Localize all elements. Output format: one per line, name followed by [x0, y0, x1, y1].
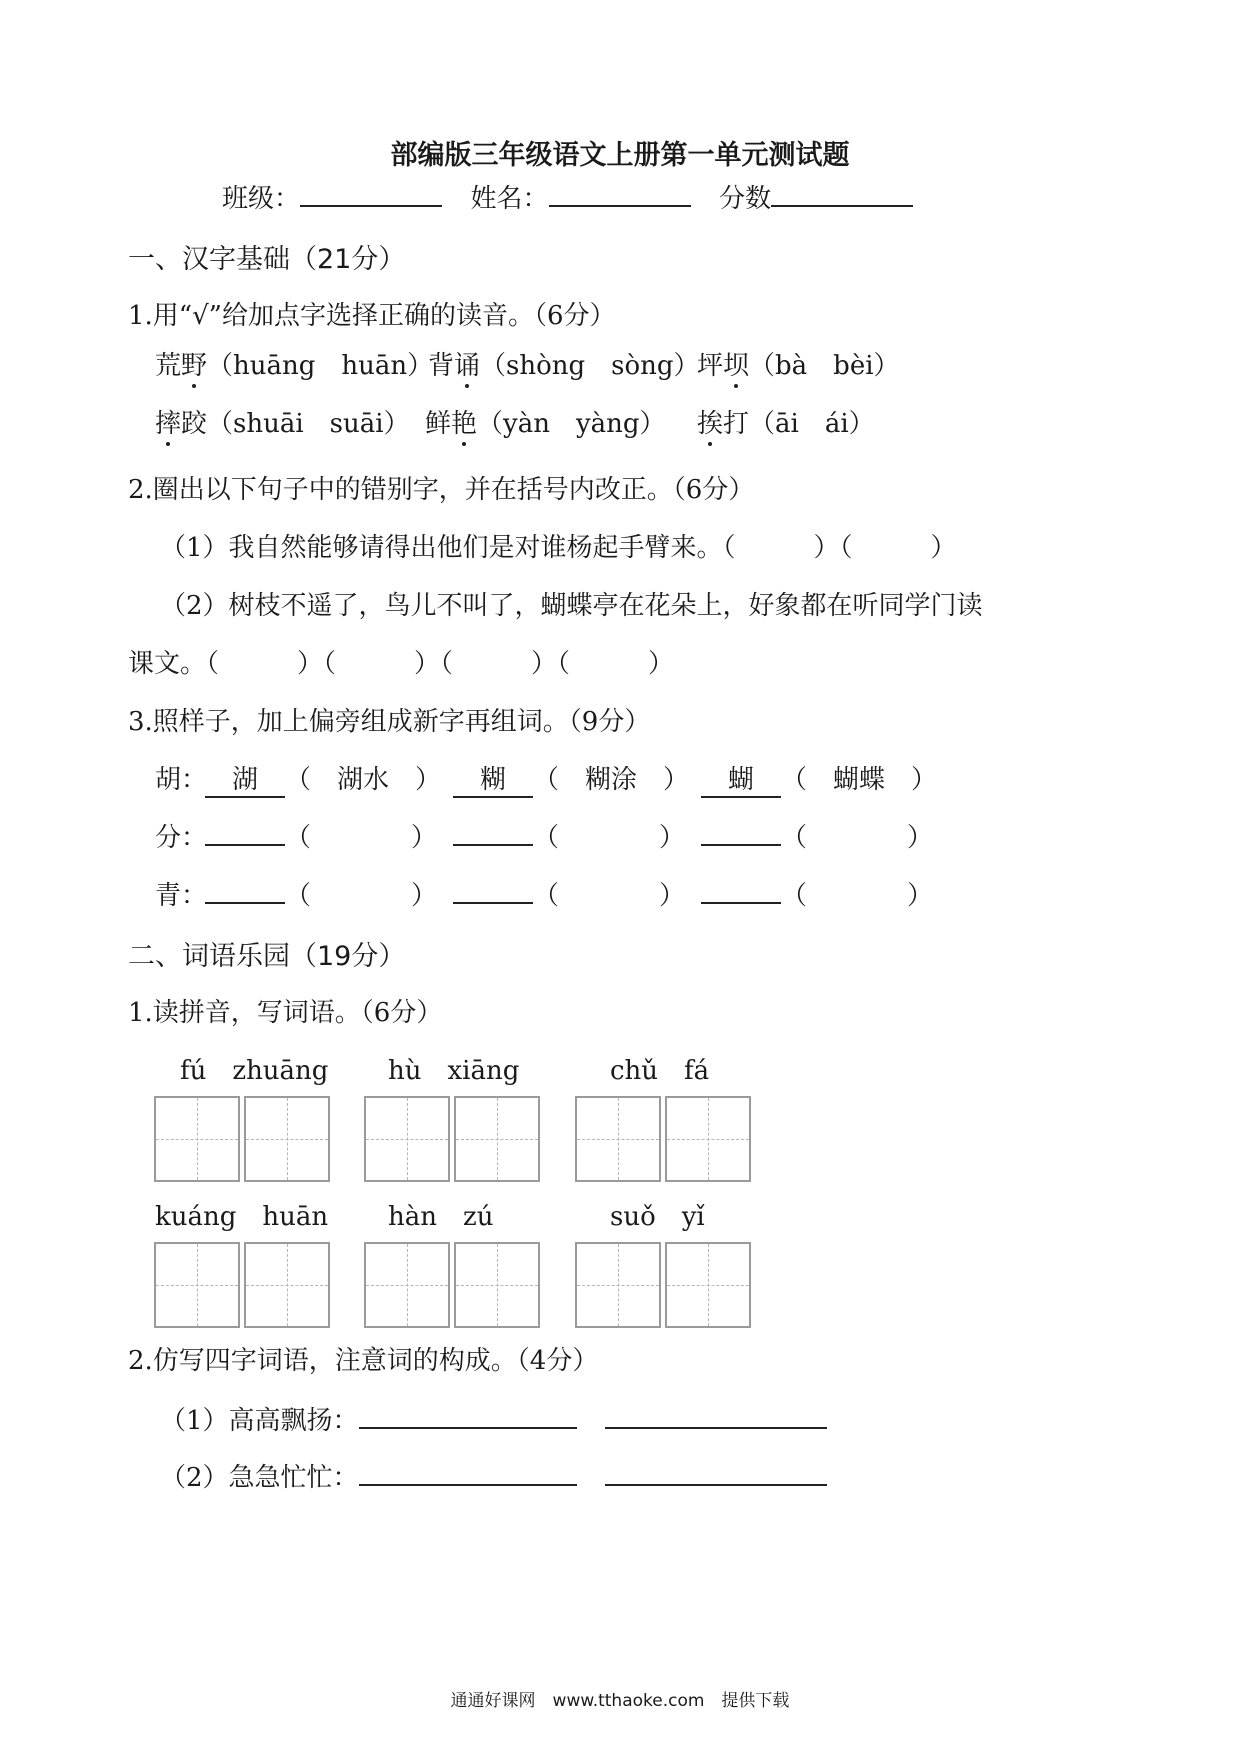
s2-q2-item: （2）急急忙忙： — [160, 1457, 827, 1494]
s1-q1-item: 坪坝（bà bèi） — [697, 345, 900, 382]
q3-word: 蝴蝶 — [833, 765, 886, 795]
pinyin-label: kuáng huān — [155, 1202, 329, 1232]
q3-char: 蝴 — [701, 759, 781, 798]
pinyin-label: fú zhuāng — [180, 1056, 329, 1086]
s1-q2-prompt: 2.圈出以下句子中的错别字，并在括号内改正。（6分） — [128, 475, 755, 505]
writing-grid[interactable] — [575, 1096, 751, 1184]
q3-char-blank[interactable] — [205, 902, 285, 904]
q3-char-blank[interactable] — [453, 902, 533, 904]
writing-grid[interactable] — [364, 1242, 540, 1330]
s1-q1-item: 挨打（āi ái） — [697, 403, 875, 440]
answer-blank[interactable] — [605, 1484, 827, 1486]
s2-q2-prompt: 2.仿写四字词语，注意词的构成。（4分） — [128, 1346, 599, 1376]
pinyin-label: suǒ yǐ — [610, 1202, 705, 1232]
section-2-heading: 二、词语乐园（19分） — [128, 941, 406, 972]
s1-q1-item: 荒野（huāng huān） — [155, 345, 433, 382]
pinyin-label: hàn zú — [388, 1202, 494, 1232]
s1-q2-sentence-2b: 课文。（ ）（ ）（ ）（ ） — [128, 649, 675, 679]
score-blank[interactable] — [771, 205, 913, 207]
score-label: 分数 — [719, 184, 772, 214]
q3-char-blank[interactable] — [453, 844, 533, 846]
class-blank[interactable] — [300, 205, 442, 207]
q3-char-blank[interactable] — [205, 844, 285, 846]
q3-char: 湖 — [205, 759, 285, 798]
page-title: 部编版三年级语文上册第一单元测试题 — [390, 140, 850, 171]
q3-char: 糊 — [453, 759, 533, 798]
q3-char-blank[interactable] — [701, 902, 781, 904]
pinyin-label: hù xiāng — [388, 1056, 520, 1086]
s2-q1-prompt: 1.读拼音，写词语。（6分） — [128, 998, 443, 1028]
writing-grid[interactable] — [154, 1242, 330, 1330]
s1-q2-sentence-1: （1）我自然能够请得出他们是对谁杨起手臂来。（ ）（ ） — [160, 533, 957, 563]
q3-word: 湖水 — [337, 765, 390, 795]
q3-word: 糊涂 — [585, 765, 638, 795]
name-label: 姓名： — [470, 184, 549, 214]
writing-grid[interactable] — [364, 1096, 540, 1184]
answer-blank[interactable] — [359, 1484, 577, 1486]
s1-q1-item: 背诵（shòng sòng） — [428, 345, 700, 382]
class-label: 班级： — [222, 184, 301, 214]
s2-q2-item: （1）高高飘扬： — [160, 1400, 827, 1437]
q3-char-blank[interactable] — [701, 844, 781, 846]
answer-blank[interactable] — [605, 1427, 827, 1429]
name-blank[interactable] — [549, 205, 691, 207]
pinyin-label: chǔ fá — [610, 1056, 710, 1086]
info-line — [222, 178, 913, 215]
s1-q1-prompt: 1.用“√”给加点字选择正确的读音。（6分） — [128, 301, 616, 331]
s1-q1-item: 鲜艳（yàn yàng） — [425, 403, 666, 440]
writing-grid[interactable] — [575, 1242, 751, 1330]
s1-q3-row: 青： — [155, 881, 208, 911]
answer-blank[interactable] — [359, 1427, 577, 1429]
s1-q2-sentence-2a: （2）树枝不遥了，鸟儿不叫了，蝴蝶亭在花朵上，好象都在听同学门读 — [160, 591, 983, 621]
section-1-heading: 一、汉字基础（21分） — [128, 244, 406, 275]
s1-q3-prompt: 3.照样子，加上偏旁组成新字再组词。（9分） — [128, 707, 651, 737]
s1-q1-item: 摔跤（shuāi suāi） — [155, 403, 410, 440]
s1-q3-row: 胡： — [155, 765, 208, 795]
footer: 通通好课网 www.tthaoke.com 提供下载 — [450, 1691, 790, 1711]
writing-grid[interactable] — [154, 1096, 330, 1184]
s1-q3-row: 分： — [155, 823, 208, 853]
